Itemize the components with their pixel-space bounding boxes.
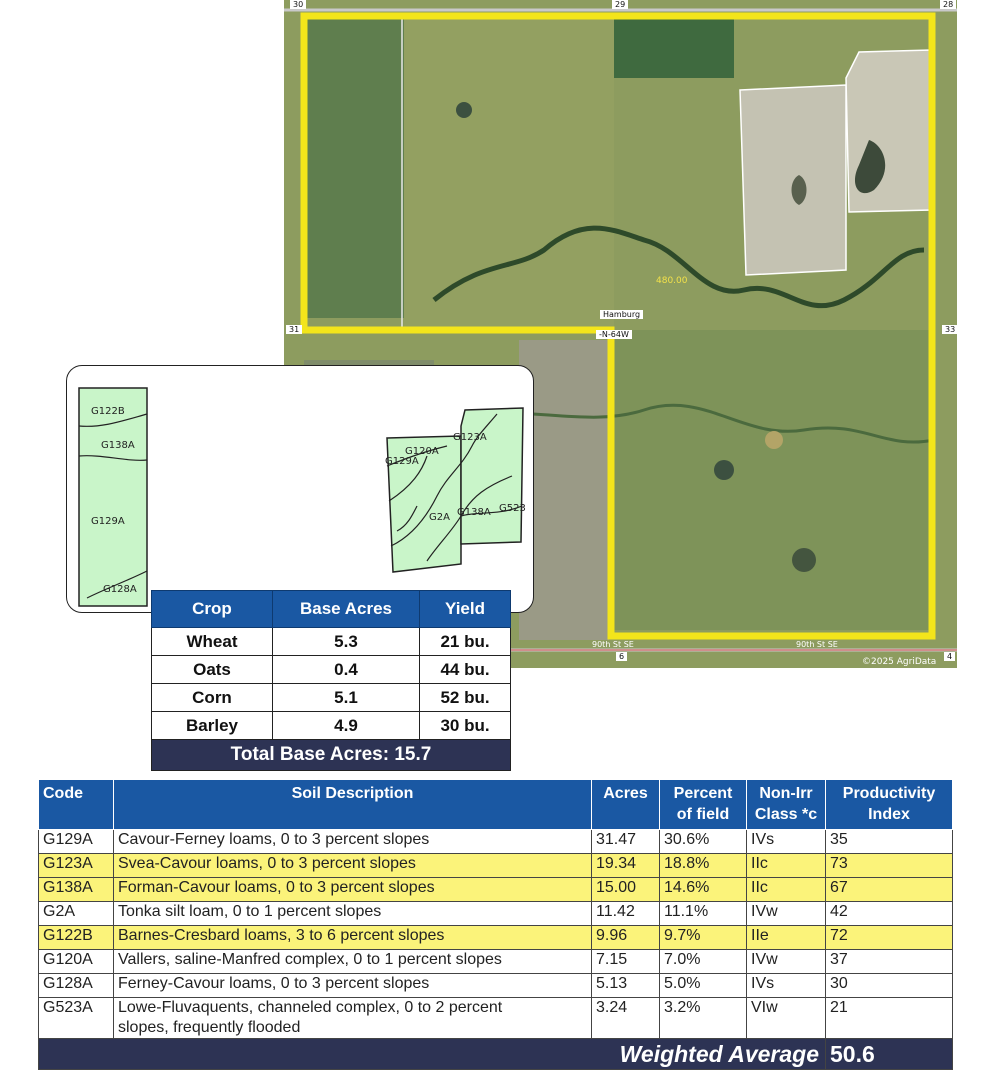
index-cell: 37 — [826, 950, 953, 974]
header-line: Class *c — [754, 806, 818, 823]
total-row — [152, 740, 511, 771]
percent-cell: 14.6% — [660, 878, 747, 902]
table-row — [152, 684, 511, 712]
description-cell: Barnes-Cresbard loams, 3 to 6 percent slopes — [114, 926, 592, 950]
table-row — [39, 830, 953, 854]
crop-cell: Wheat — [152, 628, 273, 656]
table-row — [39, 974, 953, 998]
index-cell: 30 — [826, 974, 953, 998]
header-line: Non-Irr — [759, 785, 813, 802]
class-cell: IVs — [747, 830, 826, 854]
section-label: 29 — [612, 0, 628, 9]
table-row-highlighted — [39, 878, 953, 902]
acres-cell: 19.34 — [592, 854, 660, 878]
yield-cell: 52 bu. — [420, 684, 511, 712]
code-cell: G129A — [39, 830, 114, 854]
percent-cell: 18.8% — [660, 854, 747, 878]
table-row-highlighted — [39, 926, 953, 950]
yield-cell: 21 bu. — [420, 628, 511, 656]
index-cell: 72 — [826, 926, 953, 950]
soil-map-sketch — [67, 366, 533, 612]
township-label: Hamburg — [600, 310, 643, 319]
index-cell: 67 — [826, 878, 953, 902]
soil-label: G122B — [91, 406, 125, 417]
class-cell: IVs — [747, 974, 826, 998]
soil-label: G138A — [101, 440, 135, 451]
column-header-soil-description: Soil Description — [114, 780, 592, 830]
table-row — [152, 628, 511, 656]
description-cell: Cavour-Ferney loams, 0 to 3 percent slopes — [114, 830, 592, 854]
soil-label: G138A — [457, 507, 491, 518]
total-base-acres: Total Base Acres: 15.7 — [152, 740, 511, 771]
code-cell: G128A — [39, 974, 114, 998]
class-cell: IVw — [747, 902, 826, 926]
weighted-average-row — [39, 1039, 953, 1070]
description-cell: Forman-Cavour loams, 0 to 3 percent slopes — [114, 878, 592, 902]
acres-cell: 7.15 — [592, 950, 660, 974]
crop-base-acres-table — [151, 590, 511, 771]
percent-cell: 9.7% — [660, 926, 747, 950]
table-row — [39, 998, 953, 1039]
description-cell: Ferney-Cavour loams, 0 to 3 percent slopes — [114, 974, 592, 998]
percent-cell: 3.2% — [660, 998, 747, 1039]
code-cell: G523A — [39, 998, 114, 1039]
yield-cell: 44 bu. — [420, 656, 511, 684]
description-cell — [114, 998, 592, 1039]
road-label: 90th St SE — [796, 640, 838, 649]
index-cell: 21 — [826, 998, 953, 1039]
code-cell: G2A — [39, 902, 114, 926]
index-cell: 73 — [826, 854, 953, 878]
acres-cell: 15.00 — [592, 878, 660, 902]
percent-cell: 7.0% — [660, 950, 747, 974]
weighted-average-label: Weighted Average — [39, 1039, 826, 1070]
township-code-label: -N-64W — [596, 330, 632, 339]
table-row — [39, 902, 953, 926]
soil-label: G2A — [429, 512, 450, 523]
code-cell: G123A — [39, 854, 114, 878]
crop-cell: Barley — [152, 712, 273, 740]
crop-cell: Oats — [152, 656, 273, 684]
soil-label: G120A — [405, 446, 439, 457]
column-header-yield: Yield — [420, 591, 511, 628]
field-acres-label: 480.00 — [656, 276, 688, 286]
section-label: 33 — [942, 325, 957, 334]
index-cell: 42 — [826, 902, 953, 926]
base-acres-cell: 4.9 — [273, 712, 420, 740]
column-header-crop: Crop — [152, 591, 273, 628]
acres-cell: 5.13 — [592, 974, 660, 998]
copyright-label: ©2025 AgriData — [862, 657, 937, 667]
soil-label: G128A — [103, 584, 137, 595]
code-cell: G120A — [39, 950, 114, 974]
base-acres-cell: 5.3 — [273, 628, 420, 656]
base-acres-cell: 0.4 — [273, 656, 420, 684]
description-cell: Tonka silt loam, 0 to 1 percent slopes — [114, 902, 592, 926]
section-label: 6 — [616, 652, 627, 661]
soil-label: G523 — [499, 503, 526, 514]
header-line: Productivity — [842, 785, 936, 802]
table-row — [39, 950, 953, 974]
description-cell: Svea-Cavour loams, 0 to 3 percent slopes — [114, 854, 592, 878]
section-label: 4 — [944, 652, 955, 661]
acres-cell: 3.24 — [592, 998, 660, 1039]
description-cell: Vallers, saline-Manfred complex, 0 to 1 percent slopes — [114, 950, 592, 974]
crop-cell: Corn — [152, 684, 273, 712]
section-label: 31 — [286, 325, 302, 334]
soil-label: G129A — [91, 516, 125, 527]
table-header-row — [39, 780, 953, 830]
header-line: Percent — [673, 785, 733, 802]
table-row — [152, 656, 511, 684]
weighted-average-value: 50.6 — [826, 1039, 953, 1070]
soil-map-card — [66, 365, 534, 613]
acres-cell: 11.42 — [592, 902, 660, 926]
section-label: 28 — [940, 0, 956, 9]
percent-cell: 11.1% — [660, 902, 747, 926]
class-cell: IVw — [747, 950, 826, 974]
column-header-acres: Acres — [592, 780, 660, 830]
column-header-non-irr-class — [747, 780, 826, 830]
acres-cell: 9.96 — [592, 926, 660, 950]
class-cell: VIw — [747, 998, 826, 1039]
soil-table — [38, 779, 953, 1070]
class-cell: IIc — [747, 854, 826, 878]
table-row-highlighted — [39, 854, 953, 878]
description-line: slopes, frequently flooded — [118, 1019, 301, 1036]
table-row — [152, 712, 511, 740]
section-label: 30 — [290, 0, 306, 9]
percent-cell: 5.0% — [660, 974, 747, 998]
column-header-code: Code — [39, 780, 114, 830]
code-cell: G138A — [39, 878, 114, 902]
table-header-row — [152, 591, 511, 628]
column-header-productivity-index — [826, 780, 953, 830]
description-line: Lowe-Fluvaquents, channeled complex, 0 to 2 percent — [118, 999, 503, 1016]
yield-cell: 30 bu. — [420, 712, 511, 740]
soil-label: G129A — [385, 456, 419, 467]
acres-cell: 31.47 — [592, 830, 660, 854]
percent-cell: 30.6% — [660, 830, 747, 854]
header-line: Index — [868, 806, 910, 823]
column-header-percent-of-field — [660, 780, 747, 830]
class-cell: IIc — [747, 878, 826, 902]
class-cell: IIe — [747, 926, 826, 950]
index-cell: 35 — [826, 830, 953, 854]
column-header-base-acres: Base Acres — [273, 591, 420, 628]
soil-label: G123A — [453, 432, 487, 443]
base-acres-cell: 5.1 — [273, 684, 420, 712]
code-cell: G122B — [39, 926, 114, 950]
header-line: of field — [676, 806, 730, 823]
road-label: 90th St SE — [592, 640, 634, 649]
